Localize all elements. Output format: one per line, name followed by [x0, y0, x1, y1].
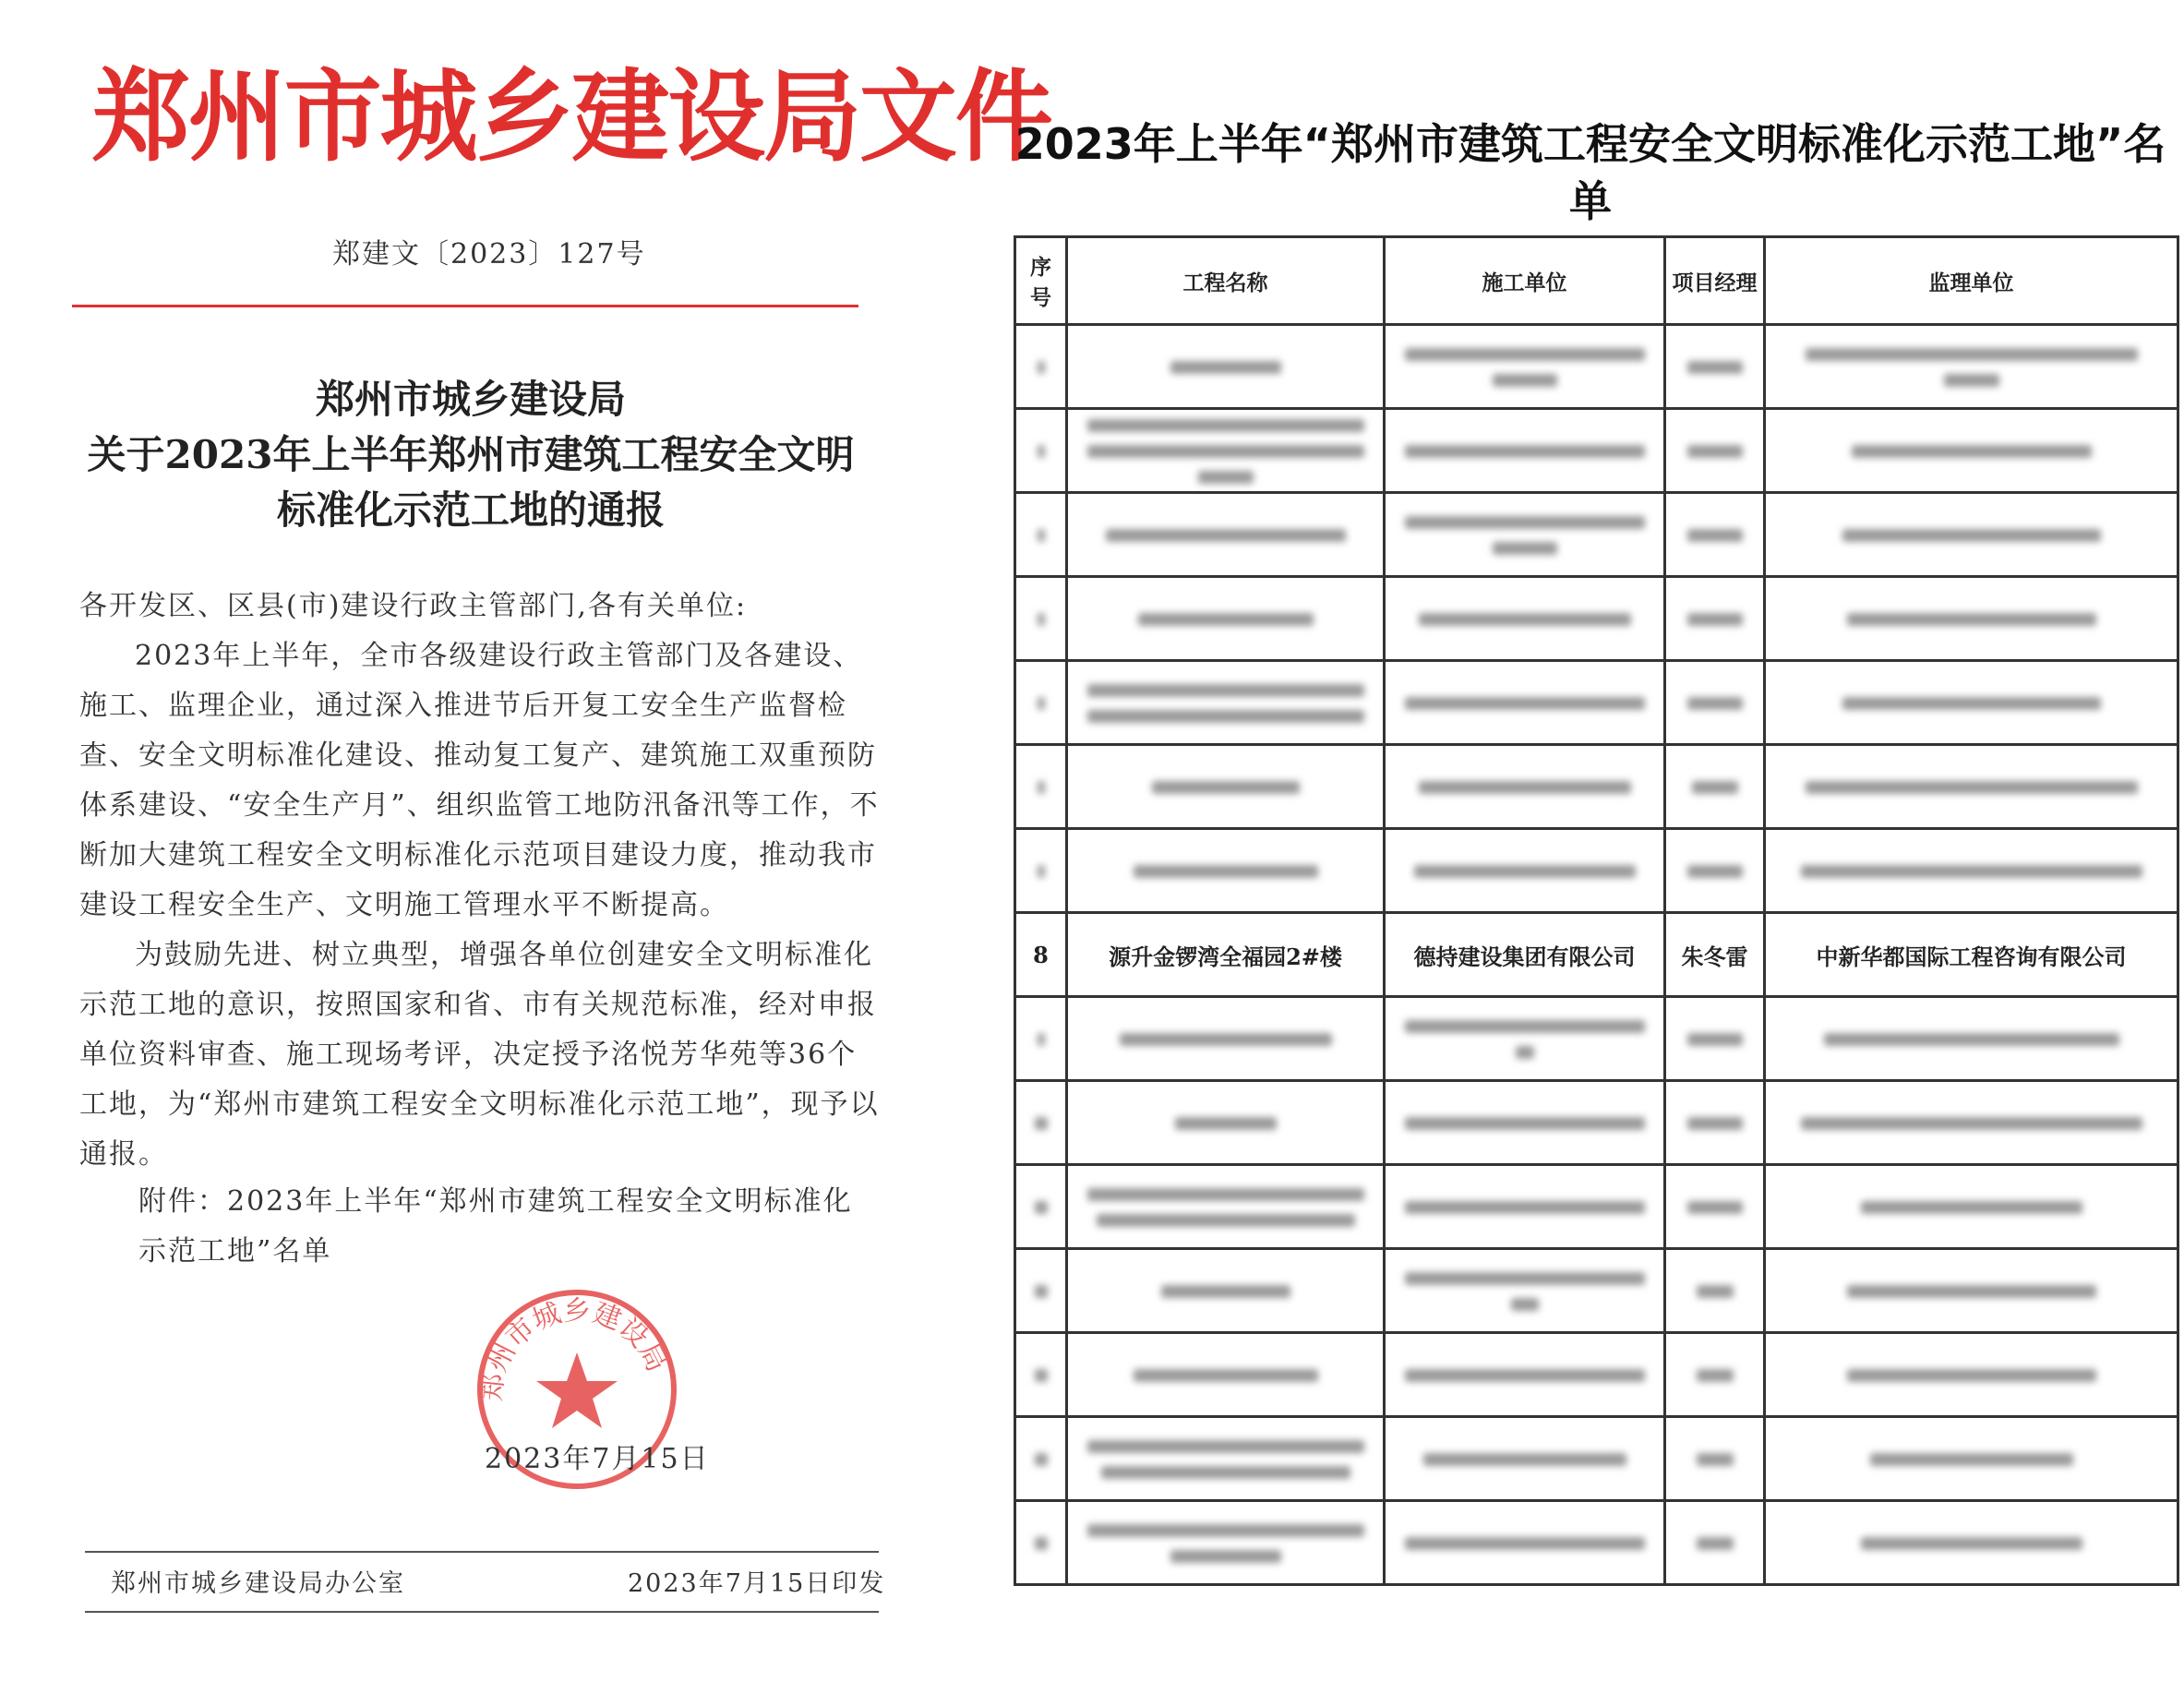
- column-header-supervisor: 监理单位: [1765, 237, 2178, 325]
- list-title: 2023年上半年“郑州市建筑工程安全文明标准化示范工地”名单: [1014, 119, 2166, 226]
- table-row-blurred: [1015, 1417, 2178, 1501]
- table-row-blurred: [1015, 661, 2178, 745]
- table-row-blurred: [1015, 1081, 2178, 1165]
- column-header-project: 工程名称: [1067, 237, 1385, 325]
- footer-office: 郑州市城乡建设局办公室: [111, 1569, 405, 1598]
- project-manager: 朱冬雷: [1665, 913, 1765, 997]
- red-divider: [72, 305, 858, 307]
- table-body: [1015, 325, 2178, 1585]
- document-number: 郑建文〔2023〕127号: [332, 238, 646, 270]
- document-header: 郑州市城乡建设局文件: [92, 59, 1051, 175]
- supervisor-name: 中新华都国际工程咨询有限公司: [1765, 913, 2178, 997]
- row-number: 8: [1015, 913, 1067, 997]
- notice-title-line-3: 标准化示范工地的通报: [276, 487, 665, 533]
- notice-title-line-2: 关于2023年上半年郑州市建筑工程安全文明: [87, 432, 855, 477]
- footer-print-date: 2023年7月15日印发: [628, 1569, 886, 1598]
- column-header-contractor: 施工单位: [1385, 237, 1665, 325]
- table-header-row: [1015, 237, 2178, 325]
- table-row-blurred: [1015, 997, 2178, 1081]
- contractor-name: 德持建设集团有限公司: [1385, 913, 1665, 997]
- table-row-blurred: [1015, 409, 2178, 493]
- table-row-blurred: [1015, 1333, 2178, 1417]
- body-paragraph-1: 2023年上半年，全市各级建设行政主管部门及各建设、施工、监理企业，通过深入推进节后开复工安全生产监督检查、安全文明标准化建设、推动复工复产、建筑施工双重预防体系建设、“安全生产月”、组织监管工地防汛备汛等工作，不断加大建筑工程安全文明标准化示范项目建设力度，推动我市建设工程安全生产、文明施工管理水平不断提高。: [79, 640, 880, 921]
- body-paragraph-2: 为鼓励先进、树立典型，增强各单位创建安全文明标准化示范工地的意识，按照国家和省、市有关规范标准，经对申报单位资料审查、施工现场考评，决定授予洺悦芳华苑等36个工地，为“郑州市建筑工程安全文明标准化示范工地”，现予以通报。: [79, 939, 880, 1171]
- table-row-blurred: [1015, 1165, 2178, 1249]
- column-header-no: 序号: [1015, 237, 1067, 325]
- attachment-note: 附件：2023年上半年“郑州市建筑工程安全文明标准化示范工地”名单: [138, 1185, 853, 1267]
- notice-title-line-1: 郑州市城乡建设局: [315, 377, 626, 422]
- table-row-highlighted: [1015, 913, 2178, 997]
- list-page: [997, 0, 2184, 1706]
- project-name: 源升金锣湾全福园2#楼: [1067, 913, 1385, 997]
- roster-table: [1014, 235, 2179, 1586]
- footer-rule-bottom: [85, 1611, 879, 1613]
- table-row-blurred: [1015, 493, 2178, 577]
- footer-rule-top: [85, 1551, 879, 1553]
- seal-lettering: 郑州市城乡建设局: [475, 1294, 673, 1403]
- table-row-blurred: [1015, 325, 2178, 409]
- salutation: 各开发区、区县(市)建设行政主管部门,各有关单位:: [79, 590, 748, 622]
- table-row-blurred: [1015, 829, 2178, 913]
- issue-date: 2023年7月15日: [485, 1443, 710, 1475]
- table-row-blurred: [1015, 1249, 2178, 1333]
- table-row-blurred: [1015, 1501, 2178, 1585]
- column-header-manager: 项目经理: [1665, 237, 1765, 325]
- table-row-blurred: [1015, 577, 2178, 661]
- table-row-blurred: [1015, 745, 2178, 829]
